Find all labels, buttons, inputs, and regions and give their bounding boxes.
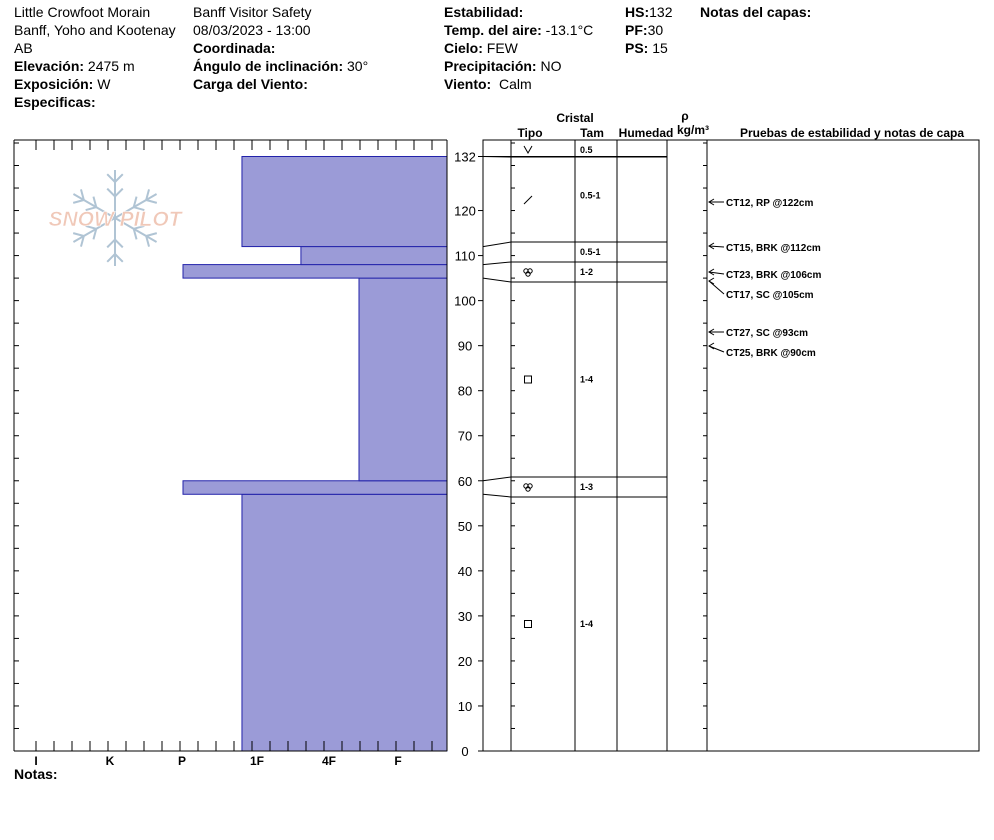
region-name: Banff, Yoho and Kootenay — [14, 22, 176, 38]
grain-size-label: 0.5-1 — [580, 190, 601, 201]
hardness-layer-0 — [242, 494, 447, 751]
tests-header: Pruebas de estabilidad y notas de capa — [739, 126, 965, 140]
grain-size-label: 1-3 — [580, 482, 594, 492]
depth-tick-label: 10 — [457, 698, 473, 714]
hardness-tick-label: K — [105, 754, 115, 768]
size-header: Tam — [580, 126, 604, 140]
snowflake-branch — [115, 174, 123, 182]
depth-connector — [483, 494, 511, 497]
stability-test-label: CT17, SC @105cm — [726, 290, 814, 301]
depth-connector — [483, 242, 511, 247]
snowflake-branch — [115, 254, 123, 262]
grain-size-label: 1-4 — [580, 374, 594, 385]
hardness-layer-1 — [183, 481, 447, 495]
depth-tick-label: 90 — [457, 338, 473, 354]
stability-label: Estabilidad: — [444, 4, 524, 20]
hs-value: 132 — [649, 4, 673, 20]
hardness-layer-5 — [242, 157, 447, 247]
ps-value: 15 — [652, 40, 668, 56]
hardness-layers — [183, 157, 447, 752]
hardness-layer-4 — [301, 247, 447, 265]
depth-tick-label: 70 — [457, 428, 473, 444]
snowflake-branch — [107, 254, 115, 262]
location-name: Little Crowfoot Morain — [14, 4, 151, 20]
wind-label: Viento: — [444, 76, 492, 92]
depth-tick-label: 20 — [457, 653, 473, 669]
faceted-crystal-icon — [525, 376, 532, 383]
faceted-crystal-icon — [525, 621, 532, 628]
wind-value: Calm — [498, 76, 532, 92]
precip-value: NO — [540, 58, 562, 74]
depth-connector — [483, 477, 511, 481]
test-arrow-head — [709, 343, 714, 349]
hardness-layer-3 — [183, 265, 447, 279]
depth-tick-label: 110 — [454, 248, 476, 264]
logo-text: SNOW PILOT — [48, 208, 182, 231]
crystal-header: Cristal — [556, 111, 594, 125]
grain-size-label: 0.5 — [580, 145, 593, 155]
decomposing-particle-icon — [524, 196, 532, 204]
sky-label: Cielo: — [444, 40, 483, 56]
grain-size-label: 1-4 — [580, 619, 594, 629]
test-arrow-line — [709, 281, 724, 294]
slope-value: 30° — [347, 58, 369, 74]
depth-tick-label: 40 — [457, 563, 473, 579]
depth-connector — [483, 278, 511, 282]
snowflake-branch — [107, 174, 115, 182]
aspect-value: W — [97, 76, 111, 92]
stability-test-label: CT23, BRK @106cm — [726, 270, 822, 281]
snowflake-branch — [146, 233, 157, 236]
snowflake-branch — [73, 200, 84, 203]
depth-tick-label: 100 — [454, 293, 476, 309]
stability-tests — [709, 198, 821, 359]
hardness-tick-label: P — [177, 754, 187, 768]
depth-tick-label: 120 — [454, 203, 476, 219]
air-temp-label: Temp. del aire: — [444, 22, 542, 38]
snowflake-branch — [73, 233, 84, 236]
specifics-label: Especificas: — [14, 94, 96, 110]
type-header: Tipo — [517, 126, 543, 140]
depth-tick-label: 50 — [457, 518, 473, 534]
wind-load-label: Carga del Viento: — [193, 76, 308, 92]
grain-table-frame — [483, 140, 979, 751]
depth-tick-label: 0 — [461, 744, 469, 759]
density-unit-header: kg/m³ — [676, 123, 710, 137]
depth-tick-label: 60 — [457, 473, 473, 489]
depth-connector — [483, 262, 511, 265]
pf-label: PF: — [625, 22, 648, 38]
y-axis — [454, 140, 483, 759]
coordinate-label: Coordinada: — [193, 40, 276, 56]
hardness-tick-label: I — [34, 754, 38, 768]
snowflake-branch — [115, 240, 123, 248]
province-name: AB — [14, 40, 33, 56]
moisture-header: Humedad — [618, 126, 674, 140]
stability-test-label: CT27, SC @93cm — [726, 328, 809, 339]
elevation-label: Elevación: — [14, 58, 85, 74]
slope-label: Ángulo de inclinación: — [193, 58, 344, 74]
sky-value: FEW — [486, 40, 518, 56]
air-temp-value: -13.1°C — [545, 22, 594, 38]
ps-label: PS: — [625, 40, 649, 56]
snowflake-branch — [107, 189, 115, 197]
observer-name: Banff Visitor Safety — [193, 4, 312, 20]
notes-label: Notas: — [14, 766, 58, 782]
stability-test-label: CT12, RP @122cm — [726, 198, 814, 209]
depth-tick-label: 132 — [454, 149, 476, 165]
hardness-tick-label: 4F — [321, 754, 337, 768]
snowflake-branch — [146, 200, 157, 203]
hardness-layer-2 — [359, 278, 447, 481]
depth-tick-label: 30 — [457, 608, 473, 624]
elevation-value: 2475 m — [87, 58, 135, 74]
hardness-tick-label: 1F — [249, 754, 265, 768]
stability-test-label: CT25, BRK @90cm — [726, 348, 816, 359]
pf-value: 30 — [647, 22, 664, 38]
stability-test-label: CT15, BRK @112cm — [726, 243, 821, 254]
depth-tick-label: 80 — [457, 383, 473, 399]
rho-header: ρ — [681, 109, 689, 123]
observation-datetime: 08/03/2023 - 13:00 — [193, 22, 311, 38]
snowflake-branch — [115, 189, 123, 197]
hardness-tick-label: F — [394, 754, 402, 768]
x-axis — [34, 754, 401, 768]
aspect-label: Exposición: — [14, 76, 94, 92]
hs-label: HS: — [625, 4, 650, 20]
snowpilot-logo — [49, 170, 184, 266]
grain-size-label: 0.5-1 — [580, 247, 601, 257]
surface-hoar-icon — [524, 146, 532, 153]
precip-label: Precipitación: — [444, 58, 537, 74]
grain-size-label: 1-2 — [580, 267, 594, 277]
snowflake-branch — [107, 240, 115, 248]
layer-notes-label: Notas del capas: — [700, 4, 812, 20]
